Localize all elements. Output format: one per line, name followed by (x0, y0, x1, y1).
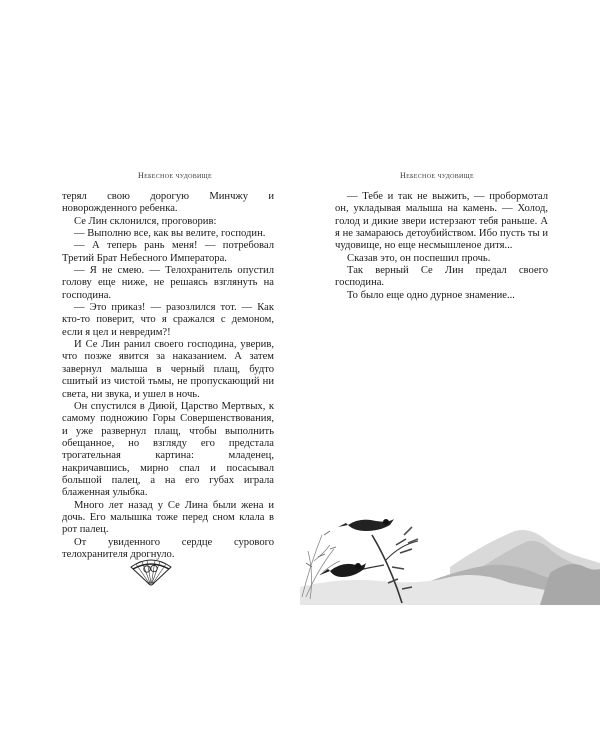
paragraph: Много лет назад у Се Лина были жена и дочь. Его малышка тоже перед сном клала в рот палец. (62, 499, 274, 536)
paragraph: — А теперь рань меня! — потребовал Третий Брат Небесного Императора. (62, 240, 274, 264)
paragraph: То было еще одно дурное знамение... (347, 289, 515, 301)
paragraph: Он спустился в Диюй, Царство Мертвых, к самому подножию Горы Совершенствования, и уже развернул плащ, чтобы выполнить обещанное, но взгляду его предстала трогательная картина: младенец, накричавшись, мирно спал и посасывал большой палец, а на его губах играла блаженная улыбка. (62, 400, 274, 499)
right-page (300, 0, 600, 750)
paragraph: — Я не смею. — Телохранитель опустил голову еще ниже, не решаясь взглянуть на господина. (62, 265, 274, 301)
ink-landscape-illustration (300, 505, 600, 605)
paragraph: — Выполню все, как вы велите, господин. (74, 228, 266, 240)
paragraph: Так верный Се Лин предал своего господина. (335, 265, 548, 289)
running-head: Небесное чудовище (400, 171, 475, 180)
paragraph: терял свою дорогую Минчжу и новорожденного ребенка. (62, 191, 274, 215)
left-body-text (62, 191, 274, 561)
paragraph: От увиденного сердце сурового телохранителя дрогнуло. (62, 536, 274, 560)
paragraph: Сказав это, он поспешил прочь. (347, 252, 491, 264)
paragraph: — Тебе и так не выжить, — пробормотал он, укладывая малыша на камень. — Холод, голод и дикие звери истерзают тебя раньше. А я не замараюсь детоубийством. Ибо пусть ты и чудовище, но еще несмышленое дитя... (335, 191, 548, 252)
paragraph: Се Лин склонился, проговорив: (74, 215, 217, 227)
running-head: Небесное чудовище (138, 171, 213, 180)
fan-ornament-icon (127, 557, 175, 587)
paragraph: И Се Лин ранил своего господина, уверив, что позже явится за наказанием. А затем завернул малыша в черный плащ, будто сшитый из чистой тьмы, не пропускающий ни света, ни звука, и ушел в ночь. (62, 339, 274, 400)
paragraph: — Это приказ! — разозлился тот. — Как кто-то поверит, что я сражался с демоном, если я цел и невредим?! (62, 302, 274, 338)
bird-lower-icon (320, 563, 366, 577)
right-body-text (335, 191, 548, 302)
bird-upper-icon (338, 519, 394, 531)
